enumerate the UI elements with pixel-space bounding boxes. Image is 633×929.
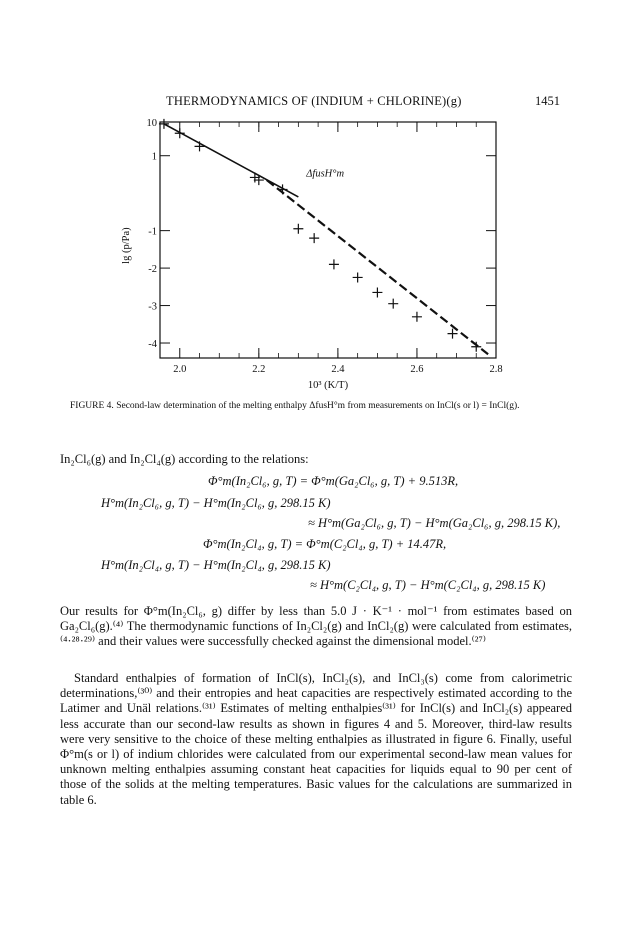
paragraph-enthalpies: Standard enthalpies of formation of InCl(s), InCl₂(s), and InCl₃(s) come from calorimetric determinations,⁽³⁰⁾ and their entropies and heat capacities are respectively estimated according to the Latimer and Unäl relations.⁽³¹⁾ Estimates of melting enthalpies⁽³¹⁾ for InCl(s) and InCl₂(s) appeared less accurate than our second-law results as shown in figures 4 and 5. Moreover, third-law results were very sensitive to the choice of these melting enthalpies as illustrated in figure 6. Finally, useful Φ°m(s or l) of indium chlorides were calculated from our experimental second-law mean values for unknown melting enthalpies assuming constant heat capacities for liquids equal to 90 per cent of those of the solids at the melting temperatures. Basic values for the calculations are summarized in table 6. [60, 671, 572, 807]
paragraph-intro: In₂Cl₆(g) and In₂Cl₄(g) according to the relations: [60, 452, 309, 466]
equation-2-left: H°m(In₂Cl₆, g, T) − H°m(In₂Cl₆, g, 298.15 K) [101, 496, 331, 510]
x-tick-label: 2.0 [173, 364, 187, 375]
data-point [353, 272, 363, 282]
data-point [293, 224, 303, 234]
equation-1: Φ°m(In₂Cl₆, g, T) = Φ°m(Ga₂Cl₆, g, T) + 9.513R, [208, 474, 459, 488]
page-number: 1451 [535, 94, 560, 108]
equation-3: Φ°m(In₂Cl₄, g, T) = Φ°m(C₂Cl₄, g, T) + 14.47R, [203, 537, 447, 551]
y-axis-label: lg (p/Pa) [121, 227, 132, 264]
annotation-label: ΔfusH°m [306, 168, 345, 180]
x-tick-label: 2.4 [331, 364, 345, 375]
data-point [372, 287, 382, 297]
x-tick-label: 2.8 [489, 364, 503, 375]
y-tick-label: -3 [148, 301, 157, 313]
melting-enthalpy-plot [120, 112, 520, 392]
journal-title: THERMODYNAMICS OF (INDIUM + CHLORINE)(g) [166, 94, 462, 108]
equation-4-right: ≈ H°m(C₂Cl₄, g, T) − H°m(C₂Cl₄, g, 298.15 K) [310, 578, 546, 592]
y-tick-label: 1 [151, 151, 157, 163]
data-point [329, 259, 339, 269]
data-point [388, 299, 398, 309]
equation-4-left: H°m(In₂Cl₄, g, T) − H°m(In₂Cl₄, g, 298.15 K) [101, 558, 331, 572]
dashed-fit-line [267, 180, 488, 354]
x-tick-label: 2.6 [410, 364, 424, 375]
data-point [309, 233, 319, 243]
caption-label: FIGURE 4. [70, 401, 114, 411]
x-axis-label: 10³ (K/T) [307, 380, 349, 391]
data-point [195, 141, 205, 151]
data-point [412, 312, 422, 322]
solid-fit-line [164, 124, 298, 197]
figure-4 [120, 112, 520, 392]
equation-2-right: ≈ H°m(Ga₂Cl₆, g, T) − H°m(Ga₂Cl₆, g, 298.15 K), [308, 516, 561, 530]
plot-frame [160, 122, 496, 358]
y-tick-label: -4 [148, 339, 157, 351]
y-tick-label: 10 [146, 118, 157, 129]
y-tick-label: -2 [148, 264, 157, 276]
x-tick-label: 2.2 [252, 364, 266, 375]
paragraph-results: Our results for Φ°m(In₂Cl₆, g) differ by less than 5.0 J · K⁻¹ · mol⁻¹ from estimates based on Ga₂Cl₆(g).⁽⁴⁾ The thermodynamic functions of In₂Cl₂(g) and InCl₂(g) were calculated from estimates,⁽⁴·²⁸·²⁹⁾ and their values were successfully checked against the dimensional model.⁽²⁷⁾ [60, 604, 572, 649]
caption-text: Second-law determination of the melting enthalpy ΔfusH°m from measurements on InCl(s or l) = InCl(g). [116, 401, 520, 411]
running-head [0, 94, 633, 112]
figure-caption [70, 400, 570, 412]
y-tick-label: -1 [148, 226, 157, 238]
